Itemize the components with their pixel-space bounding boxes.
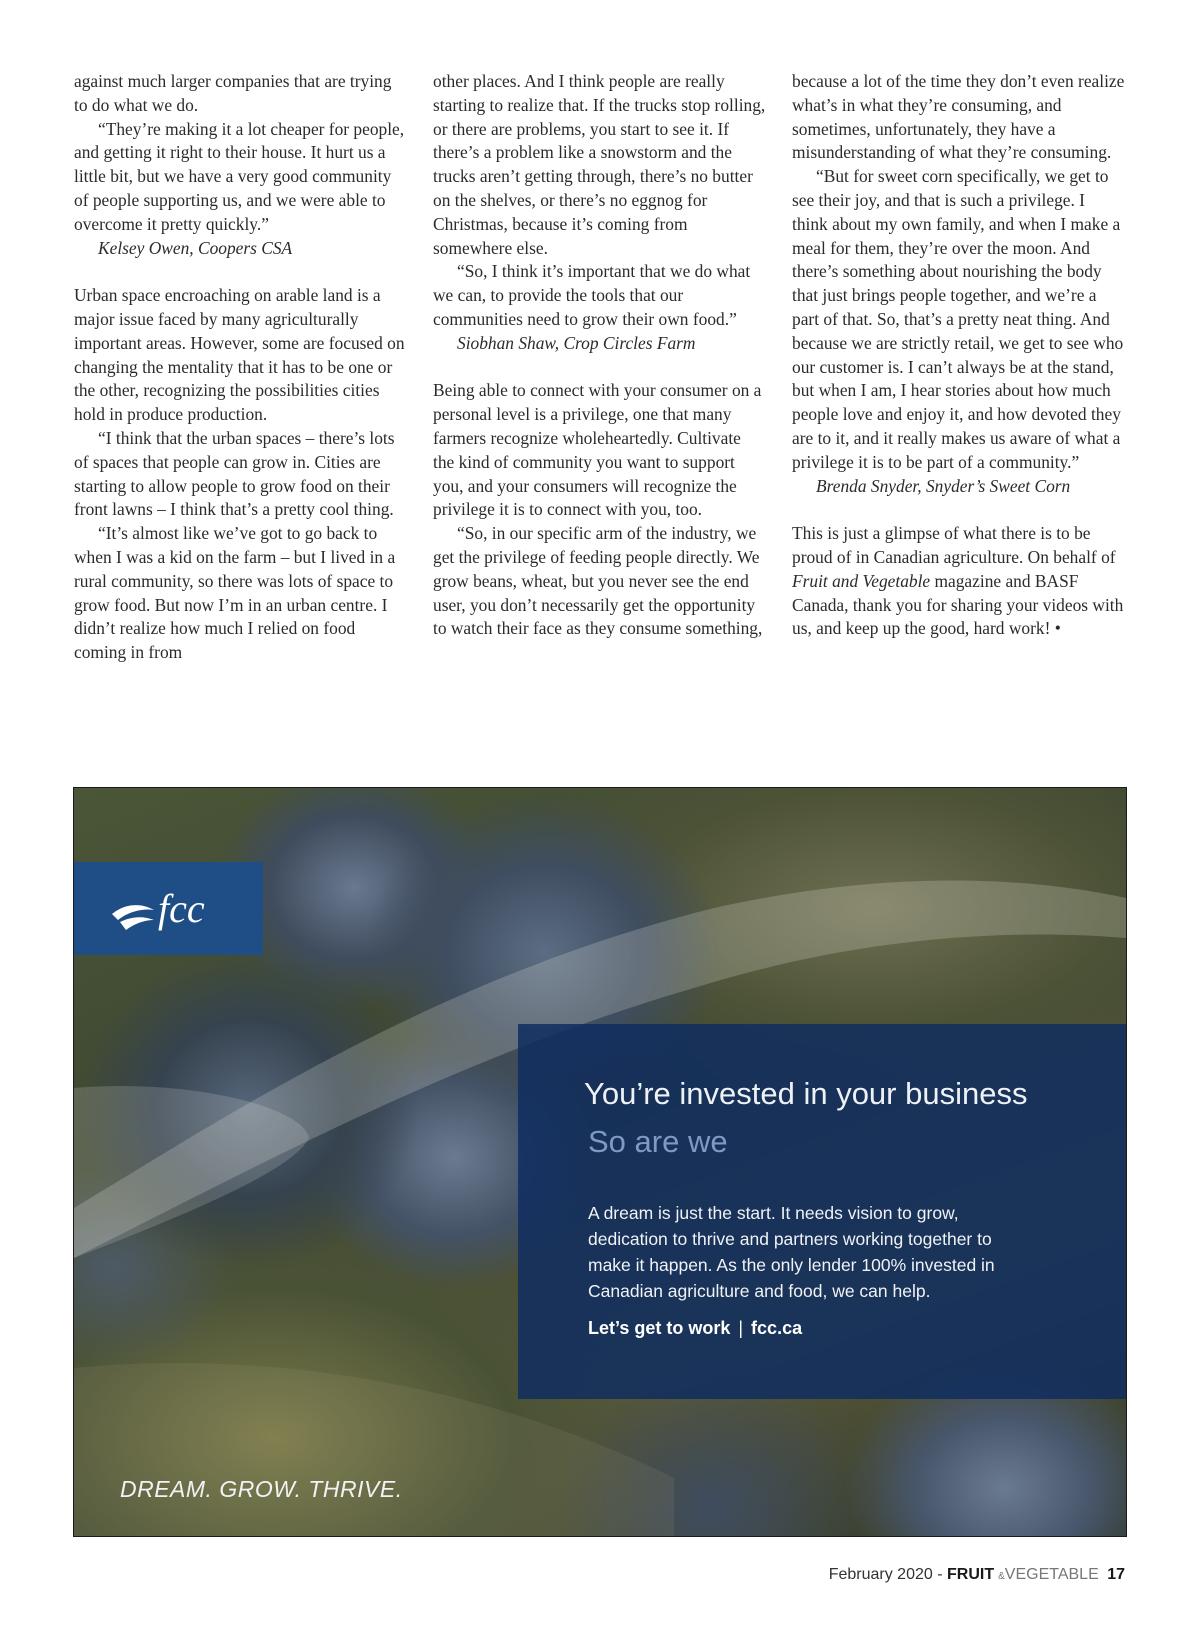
- closing-paragraph: [792, 522, 1125, 641]
- cta-separator: |: [738, 1318, 744, 1338]
- fcc-logo[interactable]: [74, 862, 263, 955]
- article-columns: [74, 70, 1126, 665]
- magazine-brand-fruit: FRUIT: [947, 1566, 995, 1583]
- ad-tagline: DREAM. GROW. THRIVE.: [120, 1476, 403, 1502]
- article-column-3: [792, 70, 1125, 665]
- quote-paragraph: “So, in our specific arm of the industry, we get the privilege of feeding people directly. We grow beans, wheat, but you never see the end user, you don’t necessarily get the opportunity to watch their face as they consume something,: [433, 523, 763, 639]
- ad-body-text: A dream is just the start. It needs vision to grow, dedication to thrive and partners working together to make it happen. As the only lender 100% invested in Canadian agriculture and food, we can help.: [588, 1203, 995, 1301]
- issue-date: February 2020 -: [828, 1566, 943, 1583]
- magazine-name: Fruit and Vegetable: [792, 570, 931, 591]
- quote-attribution: Brenda Snyder, Snyder’s Sweet Corn: [816, 475, 1071, 496]
- paragraph: Urban space encroaching on arable land is a major issue faced by many agriculturally important areas. However, some are focused on changing the mentality that it has to be one or the other, recognizing the possibilities cities hold in produce production.: [74, 285, 405, 425]
- ad-message-panel: [518, 1024, 1126, 1399]
- quote-paragraph: “They’re making it a lot cheaper for people, and getting it right to their house. It hurt us a little bit, but we have a very good community of people supporting us, and we were able to overcome it pretty quickly.”: [74, 118, 405, 234]
- magazine-brand-amp: &: [998, 1571, 1005, 1582]
- fcc-logo-text: fcc: [157, 885, 205, 931]
- article-column-1: [74, 70, 407, 665]
- closing-text-start: This is just a glimpse of what there is to be proud of in Canadian agriculture. On behalf of: [792, 523, 1116, 567]
- quote-paragraph: “I think that the urban spaces – there’s lots of spaces that people can grow in. Cities are starting to allow people to grow food on their front lawns – I think that’s a pretty cool thing.: [74, 427, 395, 520]
- ad-call-to-action[interactable]: [588, 1318, 802, 1339]
- page-footer: [829, 1566, 1125, 1584]
- quote-paragraph: “But for sweet corn specifically, we get to see their joy, and that is such a privilege. I think about my own family, and when I make a meal for them, they’re over the moon. And there’s something about nourishing the body that just brings people together, and we’re a part of that. So, that’s a pretty neat thing. And because we are strictly retail, we get to see who our customer is. I can’t always be at the stand, but when I am, I hear stories about how much people love and enjoy it, and how devoted they are to it, and it really makes us aware of what a privilege it is to be part of a community.”: [792, 166, 1124, 472]
- quote-paragraph: “It’s almost like we’ve got to go back to when I was a kid on the farm – but I lived in a rural community, so there was lots of space to grow food. But now I’m in an urban centre. I didn’t realize how much I relied on food coming in from: [74, 523, 396, 663]
- magazine-brand-vegetable: VEGETABLE: [1004, 1566, 1099, 1583]
- paragraph: against much larger companies that are trying to do what we do.: [74, 71, 392, 115]
- paragraph: other places. And I think people are really starting to realize that. If the trucks stop rolling, or there are problems, you start to see it. If there’s a problem like a snowstorm and the trucks aren’t getting through, there’s no butter on the shelves, or there’s no eggnog for Christmas, because it’s coming from somewhere else.: [433, 71, 766, 258]
- quote-attribution: Siobhan Shaw, Crop Circles Farm: [457, 332, 696, 353]
- fcc-logo-icon: [110, 886, 228, 932]
- quote-paragraph: “So, I think it’s important that we do what we can, to provide the tools that our communities need to grow their own food.”: [433, 261, 751, 329]
- paragraph: because a lot of the time they don’t even realize what’s in what they’re consuming, and sometimes, unfortunately, they have a misunderstanding of what they’re consuming.: [792, 71, 1125, 163]
- ad-headline: You’re invested in your business: [584, 1076, 1028, 1111]
- article-column-2: [433, 70, 766, 665]
- ad-subhead: So are we: [588, 1124, 728, 1159]
- fcc-advertisement[interactable]: [73, 787, 1127, 1537]
- fcc-url-link[interactable]: fcc.ca: [751, 1318, 803, 1338]
- cta-text[interactable]: Let’s get to work: [588, 1318, 731, 1338]
- paragraph: Being able to connect with your consumer on a personal level is a privilege, one that many farmers recognize wholeheartedly. Cultivate the kind of community you want to support you, and your consumers will recognize the privilege it is to connect with you, too.: [433, 380, 762, 520]
- closing-text-end: magazine and BASF Canada, thank you for sharing your videos with us, and keep up the good, hard work! •: [792, 570, 1124, 639]
- quote-attribution: Kelsey Owen, Coopers CSA: [98, 237, 293, 258]
- page-number: 17: [1107, 1566, 1125, 1583]
